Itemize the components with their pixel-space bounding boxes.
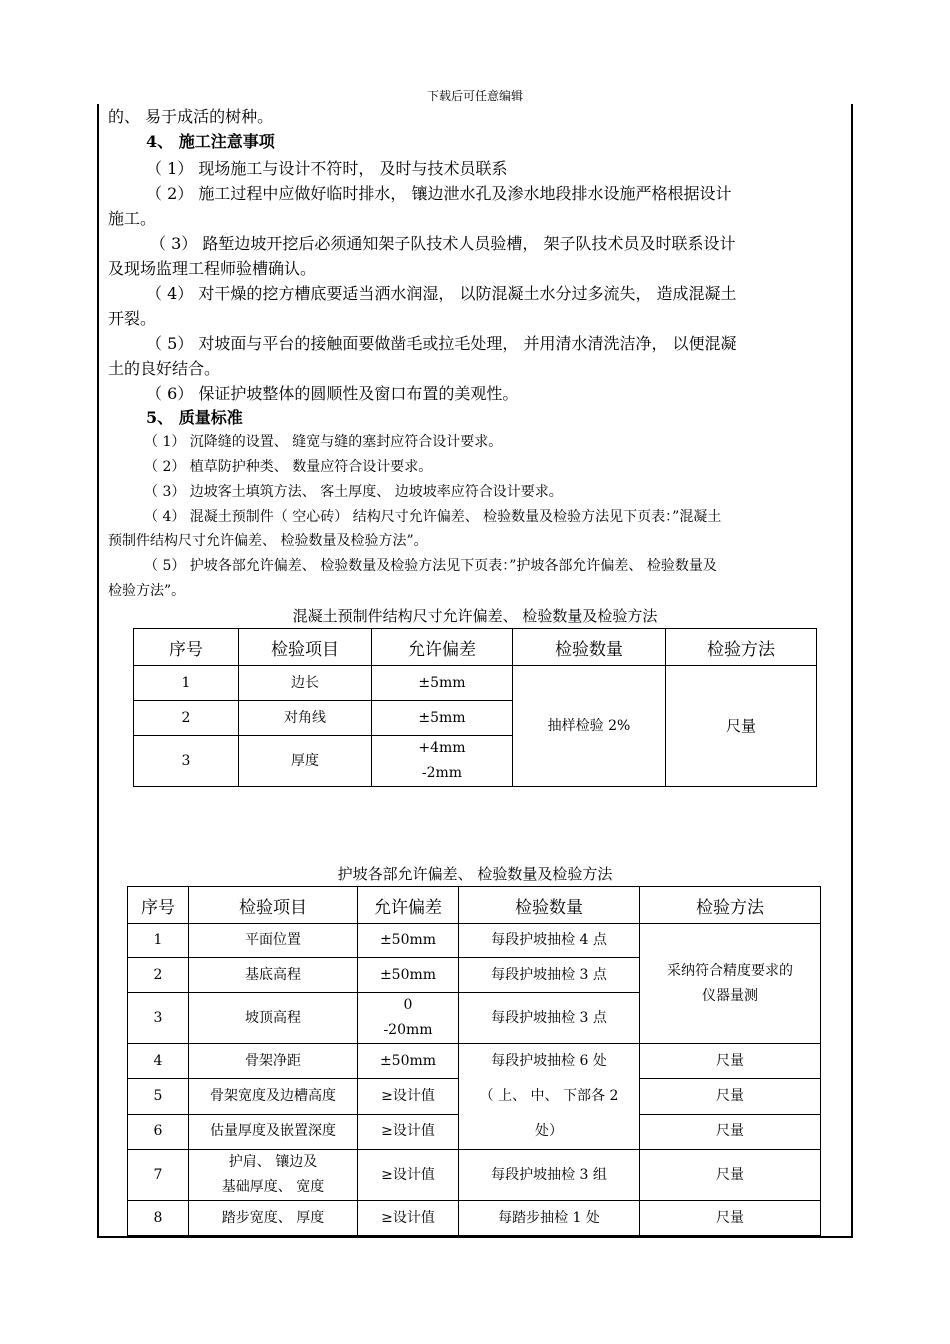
table-row [128,1044,821,1079]
col-header: 序号 [134,629,239,666]
quantity-line: 每段护坡抽检 6 处 [491,1053,607,1069]
col-header: 检验方法 [666,629,817,666]
table-header-row [134,629,817,666]
table-header-row [128,887,821,924]
text-line: 预制件结构尺寸允许偏差、 检验数量及检验方法”。 [108,533,428,549]
text-line: （ 2） 施工过程中应做好临时排水， 镶边泄水孔及渗水地段排水设施严格根据设计 [146,184,732,203]
text-line: （ 5） 护坡各部允许偏差、 检验数量及检验方法见下页表：”护坡各部允许偏差、 检验数量及 [144,558,717,574]
text-line: （ 2） 植草防护种类、 数量应符合设计要求。 [144,459,433,475]
cell-tolerance: ≥设计值 [358,1201,459,1236]
cell-method: 尺量 [640,1201,821,1236]
tolerance-lower: -20mm [383,1022,433,1038]
text-line: 及现场监理工程师验槽确认。 [108,259,317,278]
table-row [128,924,821,958]
col-header: 序号 [128,887,189,924]
item-line: 护肩、 镶边及 [228,1154,318,1170]
cell-quantity: 每踏步抽检 1 处 [459,1201,640,1236]
col-header: 允许偏差 [358,887,459,924]
cell-item: 骨架净距 [189,1044,358,1079]
tolerance-upper: 0 [403,997,413,1013]
cell-no: 8 [128,1201,189,1236]
cell-method: 尺量 [640,1044,821,1079]
text-line: （ 5） 对坡面与平台的接触面要做凿毛或拉毛处理， 并用清水清洗洁净， 以便混凝 [146,334,737,353]
text-line: （ 1） 沉降缝的设置、 缝宽与缝的塞封应符合设计要求。 [144,434,503,450]
cell-item: 边长 [239,666,372,701]
cell-item: 对角线 [239,701,372,736]
tolerance-lower: -2mm [421,765,463,781]
text-line: 开裂。 [108,309,157,328]
table-row [128,1150,821,1201]
cell-method: 尺量 [640,1079,821,1114]
page-header: 下载后可任意编辑 [426,89,523,103]
text-line: （ 1） 现场施工与设计不符时， 及时与技术员联系 [146,159,508,178]
cell-method: 尺量 [640,1150,821,1201]
cell-no: 4 [128,1044,189,1079]
col-header: 允许偏差 [372,629,513,666]
cell-no: 3 [128,993,189,1044]
table-row [134,666,817,701]
cell-tolerance: ±5mm [372,666,513,701]
text-line: 检验方法”。 [108,583,186,599]
cell-tolerance [358,993,459,1044]
cell-quantity [459,1044,640,1150]
text-line: （ 3） 边坡客土填筑方法、 客土厚度、 边坡坡率应符合设计要求。 [144,484,563,500]
cell-no: 1 [134,666,239,701]
table-slope-tolerance [127,886,821,1236]
cell-no: 6 [128,1114,189,1149]
cell-item: 踏步宽度、 厚度 [189,1201,358,1236]
cell-quantity: 抽样检验 2% [513,666,666,787]
cell-quantity: 每段护坡抽检 4 点 [459,924,640,958]
cell-no: 2 [134,701,239,736]
col-header: 检验方法 [640,887,821,924]
cell-method [640,924,821,1044]
table-row [128,1201,821,1236]
cell-no: 1 [128,924,189,958]
cell-tolerance: ±50mm [358,924,459,958]
cell-item [189,1150,358,1201]
text-line: （ 6） 保证护坡整体的圆顺性及窗口布置的美观性。 [146,384,519,403]
table-precast-tolerance [133,628,817,787]
cell-no: 3 [134,736,239,787]
cell-tolerance: ≥设计值 [358,1150,459,1201]
method-line: 采纳符合精度要求的 [667,962,793,979]
col-header: 检验项目 [239,629,372,666]
cell-quantity: 每段护坡抽检 3 点 [459,993,640,1044]
text-line: 的、 易于成活的树种。 [108,107,274,126]
text-line: （ 4） 对干燥的挖方槽底要适当洒水润湿， 以防混凝土水分过多流失， 造成混凝土 [146,284,737,303]
cell-item: 坡顶高程 [189,993,358,1044]
col-header: 检验数量 [513,629,666,666]
cell-no: 2 [128,958,189,993]
cell-item: 骨架宽度及边槽高度 [189,1079,358,1114]
col-header: 检验项目 [189,887,358,924]
cell-item: 估量厚度及嵌置深度 [189,1114,358,1149]
table1-caption: 混凝土预制件结构尺寸允许偏差、 检验数量及检验方法 [292,607,658,625]
cell-method: 尺量 [666,666,817,787]
tolerance-upper: +4mm [418,740,466,756]
cell-quantity: 每段护坡抽检 3 组 [459,1150,640,1201]
cell-no: 5 [128,1079,189,1114]
col-header: 检验数量 [459,887,640,924]
cell-tolerance: ≥设计值 [358,1079,459,1114]
cell-tolerance: ±5mm [372,701,513,736]
cell-method: 尺量 [640,1114,821,1149]
text-line: （ 4） 混凝土预制件（ 空心砖） 结构尺寸允许偏差、 检验数量及检验方法见下页表：”混凝土 [144,509,722,525]
cell-item: 基底高程 [189,958,358,993]
quantity-line: （ 上、 中、 下部各 2 [479,1088,619,1104]
cell-tolerance: ≥设计值 [358,1114,459,1149]
cell-tolerance [372,736,513,787]
quantity-line: 处） [535,1123,563,1139]
cell-tolerance: ±50mm [358,958,459,993]
text-line: 土的良好结合。 [108,359,221,378]
cell-no: 7 [128,1150,189,1201]
cell-quantity: 每段护坡抽检 3 点 [459,958,640,993]
item-line: 基础厚度、 宽度 [221,1179,325,1195]
cell-item: 厚度 [239,736,372,787]
method-line: 仪器量测 [702,987,758,1004]
text-line: （ 3） 路堑边坡开挖后必须通知架子队技术人员验槽， 架子队技术员及时联系设计 [150,234,736,253]
text-line: 施工。 [108,209,157,228]
section-heading: 5、 质量标准 [146,408,243,427]
cell-item: 平面位置 [189,924,358,958]
table2-caption: 护坡各部允许偏差、 检验数量及检验方法 [337,865,613,883]
cell-tolerance: ±50mm [358,1044,459,1079]
section-heading: 4、 施工注意事项 [146,132,275,151]
